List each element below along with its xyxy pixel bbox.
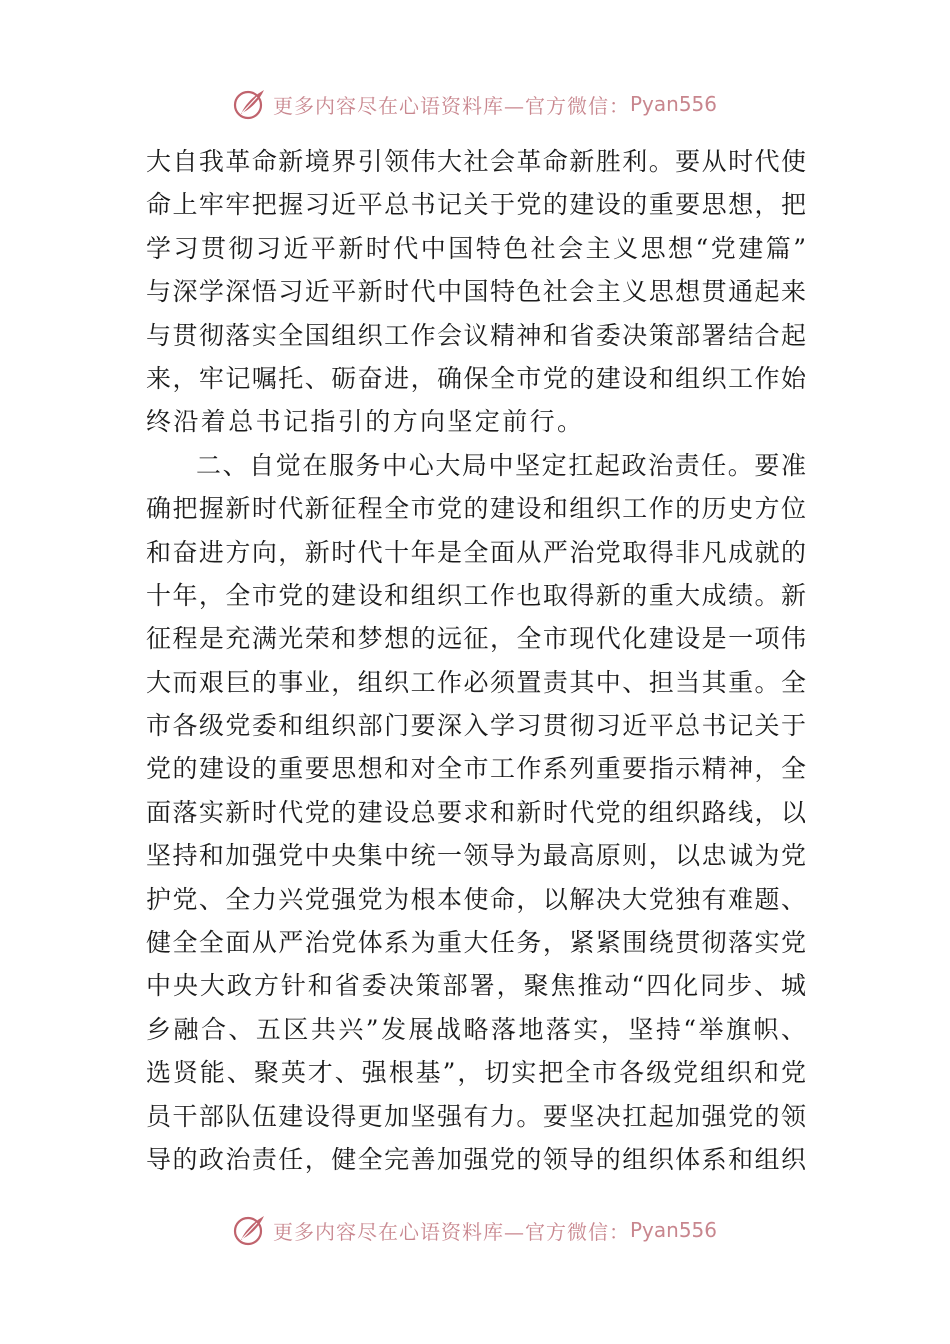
text-line: 导的政治责任，健全完善加强党的领导的组织体系和组织	[146, 1144, 806, 1174]
text-line: 终沿着总书记指引的方向坚定前行。	[146, 407, 585, 437]
text-line: 员干部队伍建设得更加坚强有力。要坚决扛起加强党的领	[146, 1101, 806, 1131]
paragraph-1	[146, 140, 806, 444]
watermark-wechat-id: Pyan556	[629, 92, 717, 116]
watermark-banner-bottom	[0, 1208, 950, 1252]
text-line: 坚持和加强党中央集中统一领导为最高原则，以忠诚为党	[146, 841, 806, 871]
text-line: 与深学深悟习近平新时代中国特色社会主义思想贯通起来	[146, 277, 806, 307]
watermark-banner-top	[0, 82, 950, 126]
text-line: 命上牢牢把握习近平总书记关于党的建设的重要思想，把	[146, 190, 806, 220]
text-line: 和奋进方向，新时代十年是全面从严治党取得非凡成就的	[146, 537, 806, 567]
text-line: 确把握新时代新征程全市党的建设和组织工作的历史方位	[146, 494, 806, 524]
text-line: 十年，全市党的建设和组织工作也取得新的重大成绩。新	[146, 580, 806, 610]
text-line: 乡融合、五区共兴”发展战略落地落实，坚持“举旗帜、	[146, 1014, 806, 1044]
text-line: 护党、全力兴党强党为根本使命，以解决大党独有难题、	[146, 884, 806, 914]
paragraph-2	[146, 444, 806, 1182]
text-line: 健全全面从严治党体系为重大任务，紧紧围绕贯彻落实党	[146, 928, 806, 958]
text-line: 学习贯彻习近平新时代中国特色社会主义思想“党建篇”	[146, 233, 806, 263]
text-line: 来，牢记嘱托、砺奋进，确保全市党的建设和组织工作始	[146, 363, 806, 393]
text-line: 大而艰巨的事业，组织工作必须置责其中、担当其重。全	[146, 667, 806, 697]
text-line: 选贤能、聚英才、强根基”，切实把全市各级党组织和党	[146, 1058, 806, 1088]
text-line: 中央大政方针和省委决策部署，聚焦推动“四化同步、城	[146, 971, 806, 1001]
watermark-wechat-id: Pyan556	[629, 1218, 717, 1242]
text-line: 党的建设的重要思想和对全市工作系列重要指示精神，全	[146, 754, 806, 784]
text-line: 市各级党委和组织部门要深入学习贯彻习近平总书记关于	[146, 711, 806, 741]
text-line: 二、自觉在服务中心大局中坚定扛起政治责任。要准	[196, 450, 806, 480]
text-line: 与贯彻落实全国组织工作会议精神和省委决策部署结合起	[146, 320, 806, 350]
watermark-slogan: 更多内容尽在心语资料库—官方微信：	[272, 93, 630, 118]
text-line: 大自我革命新境界引领伟大社会革命新胜利。要从时代使	[146, 147, 806, 176]
text-line: 面落实新时代党的建设总要求和新时代党的组织路线，以	[146, 797, 806, 827]
text-line: 征程是充满光荣和梦想的远征，全市现代化建设是一项伟	[146, 624, 806, 654]
feather-pen-logo-icon	[233, 87, 267, 121]
feather-pen-logo-icon	[233, 1213, 267, 1247]
watermark-slogan: 更多内容尽在心语资料库—官方微信：	[272, 1219, 630, 1244]
document-body	[146, 140, 806, 1181]
